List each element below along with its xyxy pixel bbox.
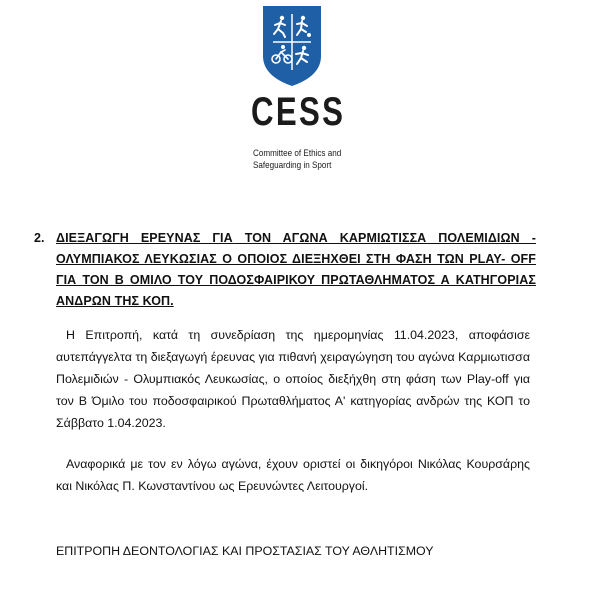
cess-logo bbox=[248, 4, 398, 174]
brand-subtitle bbox=[253, 147, 351, 171]
body-paragraph-2 bbox=[56, 453, 530, 497]
body-paragraph-1-text: Η Επιτροπή, κατά τη συνεδρίαση της ημερομηνίας 11.04.2023, αποφάσισε αυτεπάγγελτα τη διεξαγωγή έρευνας για πιθανή χειραγώγηση του αγώνα Καρμιωτισσα Πολεμιδιών - Ολυμπιακός Λευκωσίας, ο οποίος διεξήχθη στη φάση των Play-off για τον Β Όμιλο του ποδοσφαιρικού Πρωταθλήματος Α' κατηγορίας ανδρών της ΚΟΠ το Σάββατο 1.04.2023. bbox=[56, 328, 530, 430]
signature-committee: ΕΠΙΤΡΟΠΗ ΔΕΟΝΤΟΛΟΓΙΑΣ ΚΑΙ ΠΡΟΣΤΑΣΙΑΣ ΤΟΥ ΑΘΛΗΤΙΣΜΟΥ bbox=[56, 544, 434, 558]
section-number: 2. bbox=[34, 231, 45, 245]
shield-emblem-icon bbox=[261, 4, 323, 88]
brand-subtitle-line-1: Committee of Ethics and bbox=[253, 148, 342, 158]
body-paragraph-1 bbox=[56, 324, 530, 434]
section-title: ΔΙΕΞΑΓΩΓΗ ΕΡΕΥΝΑΣ ΓΙΑ ΤΟΝ ΑΓΩΝΑ ΚΑΡΜΙΩΤΙΣΣΑ ΠΟΛΕΜΙΔΙΩΝ - ΟΛΥΜΠΙΑΚΟΣ ΛΕΥΚΩΣΙΑΣ Ο ΟΠΟΙΟΣ ΔΙΕΞΗΧΘΕΙ ΣΤΗ ΦΑΣΗ ΤΩΝ PLAY- OFF ΓΙΑ ΤΟΝ Β ΟΜΙΛΟ ΤΟΥ ΠΟΔΟΣΦΑΙΡΙΚΟΥ ΠΡΩΤΑΘΛΗΜΑΤΟΣ Α ΚΑΤΗΓΟΡΙΑΣ ΑΝΔΡΩΝ ΤΗΣ ΚΟΠ. bbox=[56, 231, 536, 308]
brand-subtitle-line-2: Safeguarding in Sport bbox=[253, 160, 332, 170]
brand-name: CESS bbox=[251, 90, 346, 134]
body-paragraph-2-text: Αναφορικά με τον εν λόγω αγώνα, έχουν οριστεί οι δικηγόροι Νικόλας Κουρσάρης και Νικόλας Π. Κωνσταντίνου ως Ερευνώντες Λειτουργοί. bbox=[56, 457, 530, 493]
